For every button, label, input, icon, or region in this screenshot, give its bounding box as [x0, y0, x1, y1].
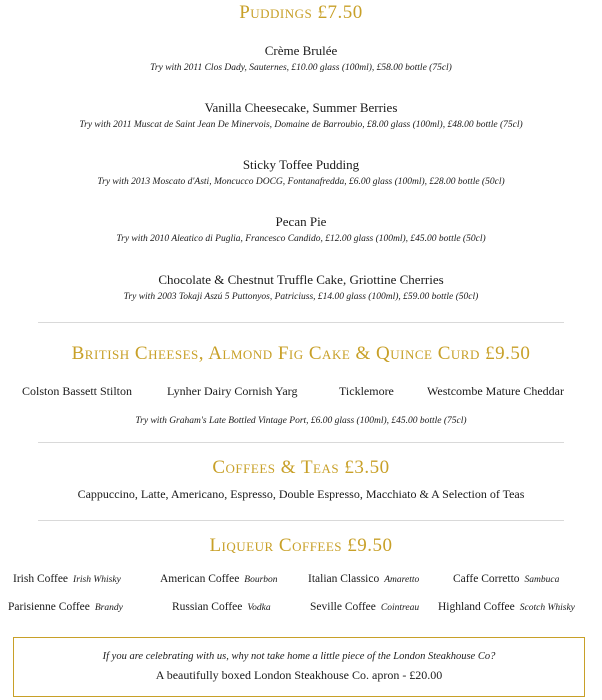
- promo-question: If you are celebrating with us, why not take home a little piece of the London Steakhouse Co?: [102, 651, 496, 662]
- dish-name: Crème Brulée: [264, 43, 338, 58]
- liqueur-coffee-item: [438, 601, 575, 613]
- liqueur-coffee-name: Russian Coffee: [172, 601, 243, 613]
- dish-name: Chocolate & Chestnut Truffle Cake, Griottine Cherries: [158, 272, 444, 287]
- section-divider: [38, 520, 564, 521]
- wine-pairing: Try with 2011 Muscat de Saint Jean De Minervois, Domaine de Barroubio, £8.00 glass (100ml), £48.00 bottle (75cl): [79, 120, 523, 130]
- promo-offer: A beautifully boxed London Steakhouse Co. apron - £20.00: [155, 668, 443, 682]
- liqueur-coffee-item: [172, 601, 271, 613]
- puddings-heading: Puddings £7.50: [239, 2, 363, 23]
- liqueur-spirit: Vodka: [247, 603, 271, 613]
- cheeses-heading: British Cheeses, Almond Fig Cake & Quince Curd £9.50: [71, 343, 531, 364]
- cheese-item: Ticklemore: [339, 384, 394, 398]
- liqueur-coffee-name: Caffe Corretto: [453, 573, 520, 585]
- liqueur-spirit: Scotch Whisky: [519, 603, 575, 613]
- liqueur-coffee-name: Irish Coffee: [13, 573, 69, 585]
- promo-box: [13, 637, 585, 697]
- dish-name: Pecan Pie: [275, 214, 327, 229]
- wine-pairing: Try with 2013 Moscato d'Asti, Moncucco DOCG, Fontanafredda, £6.00 glass (100ml), £28.00 bottle (50cl): [97, 177, 505, 187]
- liqueur-coffee-item: [310, 601, 419, 613]
- menu-item: [0, 272, 602, 304]
- dish-name: Sticky Toffee Pudding: [242, 157, 360, 172]
- liqueur-spirit: Cointreau: [380, 603, 420, 613]
- liqueur-spirit: Irish Whisky: [73, 575, 121, 585]
- liqueur-coffee-name: Seville Coffee: [310, 601, 376, 613]
- wine-pairing: Try with 2011 Clos Dady, Sauternes, £10.00 glass (100ml), £58.00 bottle (75cl): [150, 63, 452, 73]
- liqueur-coffee-item: [8, 601, 123, 613]
- liqueur-spirit: Sambuca: [524, 575, 560, 585]
- cheese-wine-pairing: Try with Graham's Late Bottled Vintage Port, £6.00 glass (100ml), £45.00 bottle (75cl): [135, 416, 467, 426]
- cheese-item: Colston Bassett Stilton: [22, 384, 133, 398]
- liqueur-spirit: Bourbon: [244, 575, 278, 585]
- wine-pairing: Try with 2003 Tokaji Aszú 5 Puttonyos, Patriciuss, £14.00 glass (100ml), £59.00 bottle (50cl): [123, 292, 479, 302]
- liqueur-coffee-item: [13, 573, 121, 585]
- liqueur-coffee-name: Parisienne Coffee: [8, 601, 90, 613]
- menu-item: [0, 157, 602, 189]
- menu-item: [0, 100, 602, 132]
- dish-name: Vanilla Cheesecake, Summer Berries: [204, 100, 398, 115]
- liqueur-coffee-item: [160, 573, 278, 585]
- coffees-list: Cappuccino, Latte, Americano, Espresso, Double Espresso, Macchiato & A Selection of Teas: [77, 487, 525, 501]
- liqueur-spirit: Brandy: [94, 603, 123, 613]
- section-divider: [38, 322, 564, 323]
- liqueur-coffee-name: Highland Coffee: [438, 601, 515, 613]
- section-divider: [38, 442, 564, 443]
- liqueur-spirit: Amaretto: [384, 575, 420, 585]
- wine-pairing: Try with 2010 Aleatico di Puglia, Francesco Candido, £12.00 glass (100ml), £45.00 bottle (50cl): [116, 234, 486, 244]
- liqueur-heading: Liqueur Coffees £9.50: [209, 535, 393, 556]
- liqueur-coffee-name: American Coffee: [160, 573, 240, 585]
- liqueur-coffee-item: [308, 573, 419, 585]
- cheese-item: Lynher Dairy Cornish Yarg: [167, 384, 298, 398]
- liqueur-coffee-name: Italian Classico: [308, 573, 380, 585]
- menu-item: [0, 43, 602, 75]
- liqueur-coffee-item: [453, 573, 559, 585]
- menu-item: [0, 214, 602, 246]
- cheese-item: Westcombe Mature Cheddar: [427, 384, 564, 398]
- coffees-heading: Coffees & Teas £3.50: [212, 457, 390, 478]
